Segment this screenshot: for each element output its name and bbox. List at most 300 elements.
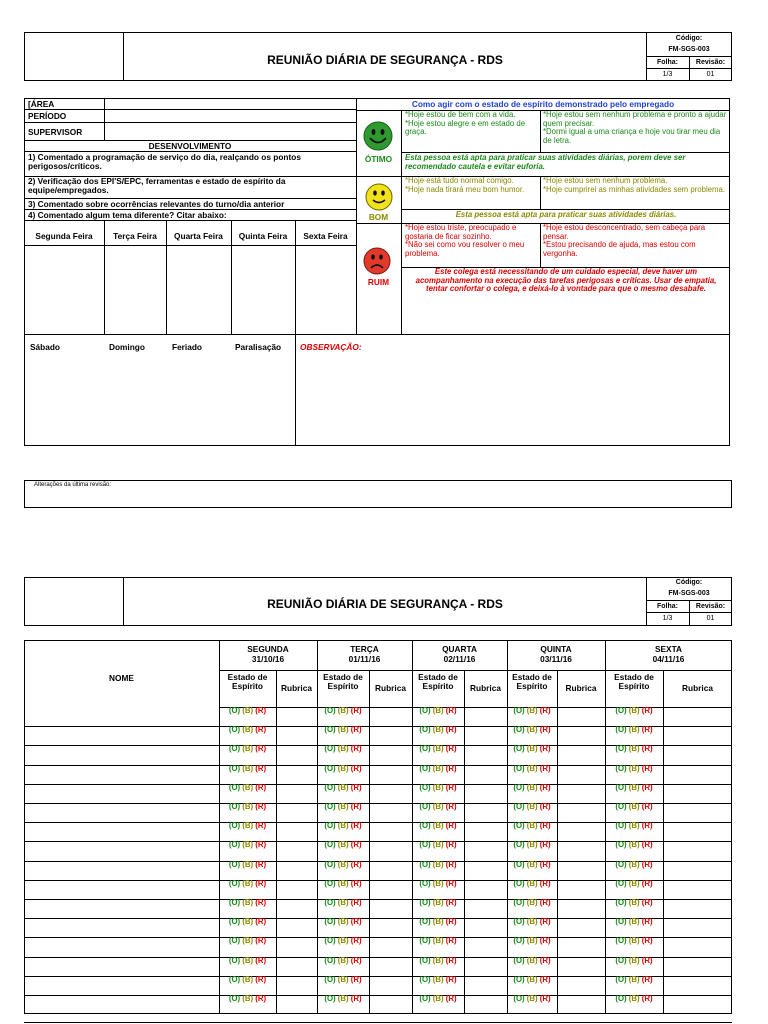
name-cell[interactable] [25,862,218,879]
mood-option-bom[interactable]: (B) [628,725,640,735]
mood-option-bom[interactable]: (B) [242,725,254,735]
mood-option-bom[interactable]: (B) [242,974,254,984]
rubrica-cell[interactable] [370,746,411,763]
rubrica-cell[interactable] [277,842,316,859]
mood-option-ruim[interactable]: (R) [255,878,267,888]
mood-option-ruim[interactable]: (R) [445,821,457,831]
rubrica-cell[interactable] [277,996,316,1013]
mood-option-otimo[interactable]: (O) [228,782,241,792]
mood-option-otimo[interactable]: (O) [513,840,525,850]
mood-option-bom[interactable]: (B) [628,936,640,946]
mood-option-bom[interactable]: (B) [628,974,640,984]
mood-option-bom[interactable]: (B) [628,955,640,965]
name-cell[interactable] [25,919,218,936]
rubrica-cell[interactable] [558,881,604,898]
mood-option-ruim[interactable]: (R) [350,706,362,715]
mood-option-otimo[interactable]: (O) [228,802,241,811]
mood-option-otimo[interactable]: (O) [513,955,525,965]
mood-option-ruim[interactable]: (R) [445,706,457,715]
mood-option-otimo[interactable]: (O) [228,725,241,735]
mood-option-bom[interactable]: (B) [337,878,349,888]
mood-option-bom[interactable]: (B) [242,936,254,946]
mood-option-ruim[interactable]: (R) [445,898,457,907]
mood-option-ruim[interactable]: (R) [445,725,457,735]
mood-option-otimo[interactable]: (O) [419,782,431,792]
mood-option-ruim[interactable]: (R) [539,744,551,754]
mood-option-otimo[interactable]: (O) [324,782,336,792]
rubrica-cell[interactable] [277,881,316,898]
rubrica-cell[interactable] [370,919,411,936]
mood-option-otimo[interactable]: (O) [324,917,336,927]
mood-option-bom[interactable]: (B) [242,955,254,965]
rubrica-cell[interactable] [277,727,316,744]
mood-option-ruim[interactable]: (R) [445,936,457,946]
rubrica-cell[interactable] [664,766,731,783]
mood-option-bom[interactable]: (B) [337,763,349,773]
mood-option-bom[interactable]: (B) [526,744,538,754]
mood-option-bom[interactable]: (B) [432,859,444,869]
mood-option-ruim[interactable]: (R) [641,840,653,850]
mood-option-otimo[interactable]: (O) [615,955,627,965]
rubrica-cell[interactable] [370,766,411,783]
mood-option-ruim[interactable]: (R) [255,763,267,773]
mood-option-bom[interactable]: (B) [242,878,254,888]
mood-option-ruim[interactable]: (R) [539,782,551,792]
mood-option-ruim[interactable]: (R) [641,802,653,811]
mood-option-bom[interactable]: (B) [526,898,538,907]
mood-option-otimo[interactable]: (O) [228,878,241,888]
rubrica-cell[interactable] [277,919,316,936]
rubrica-cell[interactable] [465,977,506,994]
rubrica-cell[interactable] [558,766,604,783]
mood-option-bom[interactable]: (B) [432,917,444,927]
mood-option-otimo[interactable]: (O) [513,994,525,1003]
mood-option-bom[interactable]: (B) [526,974,538,984]
name-cell[interactable] [25,996,218,1013]
rubrica-cell[interactable] [465,958,506,975]
mood-option-otimo[interactable]: (O) [513,974,525,984]
mood-option-bom[interactable]: (B) [526,802,538,811]
mood-option-bom[interactable]: (B) [628,840,640,850]
mood-option-bom[interactable]: (B) [242,840,254,850]
mood-option-ruim[interactable]: (R) [255,936,267,946]
mood-option-bom[interactable]: (B) [337,840,349,850]
mood-option-ruim[interactable]: (R) [350,744,362,754]
rubrica-cell[interactable] [664,938,731,955]
mood-option-ruim[interactable]: (R) [539,859,551,869]
mood-option-ruim[interactable]: (R) [539,994,551,1003]
rubrica-cell[interactable] [664,996,731,1013]
mood-option-bom[interactable]: (B) [432,994,444,1003]
mood-option-otimo[interactable]: (O) [513,917,525,927]
mood-option-ruim[interactable]: (R) [641,878,653,888]
area-field[interactable] [105,99,355,109]
mood-option-bom[interactable]: (B) [628,917,640,927]
mood-option-ruim[interactable]: (R) [255,974,267,984]
name-cell[interactable] [25,900,218,917]
mood-option-ruim[interactable]: (R) [539,725,551,735]
name-cell[interactable] [25,958,218,975]
mood-option-ruim[interactable]: (R) [641,821,653,831]
mood-option-bom[interactable]: (B) [526,840,538,850]
mood-option-ruim[interactable]: (R) [641,898,653,907]
mood-option-ruim[interactable]: (R) [350,917,362,927]
mood-option-otimo[interactable]: (O) [513,936,525,946]
mood-option-ruim[interactable]: (R) [539,917,551,927]
rubrica-cell[interactable] [465,766,506,783]
rubrica-cell[interactable] [370,823,411,840]
mood-option-bom[interactable]: (B) [242,763,254,773]
mood-option-ruim[interactable]: (R) [255,955,267,965]
mood-option-bom[interactable]: (B) [337,821,349,831]
rubrica-cell[interactable] [558,862,604,879]
mood-option-otimo[interactable]: (O) [228,936,241,946]
rubrica-cell[interactable] [465,842,506,859]
rubrica-cell[interactable] [277,900,316,917]
mood-option-bom[interactable]: (B) [242,782,254,792]
name-cell[interactable] [25,938,218,955]
mood-option-ruim[interactable]: (R) [539,974,551,984]
mood-option-bom[interactable]: (B) [526,878,538,888]
mood-option-bom[interactable]: (B) [628,802,640,811]
rubrica-cell[interactable] [664,708,731,725]
mood-option-bom[interactable]: (B) [337,936,349,946]
mood-option-bom[interactable]: (B) [242,744,254,754]
mood-option-ruim[interactable]: (R) [641,974,653,984]
rubrica-cell[interactable] [277,804,316,821]
mood-option-otimo[interactable]: (O) [615,840,627,850]
mood-option-bom[interactable]: (B) [432,878,444,888]
mood-option-ruim[interactable]: (R) [255,744,267,754]
mood-option-bom[interactable]: (B) [337,782,349,792]
mood-option-ruim[interactable]: (R) [350,936,362,946]
mood-option-ruim[interactable]: (R) [255,802,267,811]
rubrica-cell[interactable] [664,842,731,859]
mood-option-ruim[interactable]: (R) [255,917,267,927]
mood-option-ruim[interactable]: (R) [350,802,362,811]
mood-option-otimo[interactable]: (O) [228,898,241,907]
rubrica-cell[interactable] [664,862,731,879]
mood-option-bom[interactable]: (B) [526,859,538,869]
rubrica-cell[interactable] [664,900,731,917]
mood-option-otimo[interactable]: (O) [324,744,336,754]
name-cell[interactable] [25,977,218,994]
mood-option-bom[interactable]: (B) [337,802,349,811]
mood-option-bom[interactable]: (B) [628,706,640,715]
rubrica-cell[interactable] [558,785,604,802]
mood-option-ruim[interactable]: (R) [539,821,551,831]
mood-option-otimo[interactable]: (O) [228,974,241,984]
mood-option-ruim[interactable]: (R) [350,898,362,907]
mood-option-bom[interactable]: (B) [526,782,538,792]
mood-option-ruim[interactable]: (R) [255,821,267,831]
mood-option-bom[interactable]: (B) [526,994,538,1003]
mood-option-ruim[interactable]: (R) [641,725,653,735]
rubrica-cell[interactable] [277,785,316,802]
mood-option-ruim[interactable]: (R) [539,878,551,888]
periodo-field[interactable] [105,110,355,122]
mood-option-bom[interactable]: (B) [337,994,349,1003]
mood-option-ruim[interactable]: (R) [445,744,457,754]
mood-option-otimo[interactable]: (O) [324,859,336,869]
mood-option-otimo[interactable]: (O) [228,821,241,831]
mood-option-bom[interactable]: (B) [526,763,538,773]
mood-option-bom[interactable]: (B) [526,706,538,715]
mood-option-ruim[interactable]: (R) [641,994,653,1003]
mood-option-otimo[interactable]: (O) [615,859,627,869]
rubrica-cell[interactable] [664,823,731,840]
rubrica-cell[interactable] [277,823,316,840]
mood-option-otimo[interactable]: (O) [513,763,525,773]
name-cell[interactable] [25,842,218,859]
mood-option-bom[interactable]: (B) [432,840,444,850]
rubrica-cell[interactable] [465,900,506,917]
mood-option-bom[interactable]: (B) [526,917,538,927]
mood-option-bom[interactable]: (B) [432,782,444,792]
mood-option-otimo[interactable]: (O) [615,936,627,946]
mood-option-bom[interactable]: (B) [242,859,254,869]
mood-option-otimo[interactable]: (O) [513,706,525,715]
mood-option-otimo[interactable]: (O) [228,840,241,850]
mood-option-bom[interactable]: (B) [432,898,444,907]
mood-option-ruim[interactable]: (R) [255,706,267,715]
mood-option-bom[interactable]: (B) [526,955,538,965]
mood-option-ruim[interactable]: (R) [539,936,551,946]
rubrica-cell[interactable] [664,727,731,744]
mood-option-bom[interactable]: (B) [337,744,349,754]
mood-option-ruim[interactable]: (R) [350,994,362,1003]
mood-option-bom[interactable]: (B) [526,725,538,735]
rubrica-cell[interactable] [465,746,506,763]
mood-option-otimo[interactable]: (O) [419,706,431,715]
mood-option-ruim[interactable]: (R) [445,994,457,1003]
mood-option-ruim[interactable]: (R) [641,763,653,773]
rubrica-cell[interactable] [465,727,506,744]
mood-option-ruim[interactable]: (R) [641,744,653,754]
mood-option-ruim[interactable]: (R) [445,859,457,869]
mood-option-bom[interactable]: (B) [432,821,444,831]
mood-option-otimo[interactable]: (O) [228,706,241,715]
mood-option-otimo[interactable]: (O) [419,898,431,907]
mood-option-bom[interactable]: (B) [628,859,640,869]
mood-option-ruim[interactable]: (R) [539,763,551,773]
rubrica-cell[interactable] [370,842,411,859]
rubrica-cell[interactable] [558,708,604,725]
rubrica-cell[interactable] [277,766,316,783]
mood-option-otimo[interactable]: (O) [419,917,431,927]
mood-option-otimo[interactable]: (O) [324,840,336,850]
mood-option-ruim[interactable]: (R) [445,782,457,792]
name-cell[interactable] [25,708,218,725]
mood-option-ruim[interactable]: (R) [539,706,551,715]
rubrica-cell[interactable] [277,938,316,955]
mood-option-otimo[interactable]: (O) [419,974,431,984]
mood-option-otimo[interactable]: (O) [419,763,431,773]
rubrica-cell[interactable] [558,938,604,955]
mood-option-ruim[interactable]: (R) [255,782,267,792]
rubrica-cell[interactable] [664,785,731,802]
supervisor-field[interactable] [105,123,355,140]
mood-option-bom[interactable]: (B) [242,802,254,811]
mood-option-otimo[interactable]: (O) [419,859,431,869]
rubrica-cell[interactable] [465,823,506,840]
mood-option-otimo[interactable]: (O) [615,821,627,831]
mood-option-bom[interactable]: (B) [337,974,349,984]
mood-option-ruim[interactable]: (R) [445,917,457,927]
mood-option-bom[interactable]: (B) [628,763,640,773]
rubrica-cell[interactable] [465,862,506,879]
rubrica-cell[interactable] [370,862,411,879]
rubrica-cell[interactable] [558,746,604,763]
rubrica-cell[interactable] [370,727,411,744]
mood-option-ruim[interactable]: (R) [350,859,362,869]
mood-option-otimo[interactable]: (O) [324,936,336,946]
mood-option-otimo[interactable]: (O) [228,859,241,869]
mood-option-otimo[interactable]: (O) [419,725,431,735]
rubrica-cell[interactable] [277,746,316,763]
mood-option-otimo[interactable]: (O) [228,994,241,1003]
mood-option-ruim[interactable]: (R) [445,878,457,888]
mood-option-otimo[interactable]: (O) [324,878,336,888]
mood-option-ruim[interactable]: (R) [641,955,653,965]
mood-option-otimo[interactable]: (O) [324,974,336,984]
rubrica-cell[interactable] [277,977,316,994]
mood-option-otimo[interactable]: (O) [615,917,627,927]
rubrica-cell[interactable] [558,996,604,1013]
mood-option-bom[interactable]: (B) [432,725,444,735]
rubrica-cell[interactable] [664,881,731,898]
rubrica-cell[interactable] [558,900,604,917]
mood-option-otimo[interactable]: (O) [615,763,627,773]
mood-option-ruim[interactable]: (R) [255,840,267,850]
mood-option-otimo[interactable]: (O) [615,802,627,811]
mood-option-ruim[interactable]: (R) [539,955,551,965]
mood-option-bom[interactable]: (B) [432,955,444,965]
rubrica-cell[interactable] [370,996,411,1013]
mood-option-otimo[interactable]: (O) [228,744,241,754]
mood-option-otimo[interactable]: (O) [419,802,431,811]
name-cell[interactable] [25,766,218,783]
rubrica-cell[interactable] [664,919,731,936]
rubrica-cell[interactable] [558,823,604,840]
name-cell[interactable] [25,746,218,763]
mood-option-ruim[interactable]: (R) [350,821,362,831]
mood-option-bom[interactable]: (B) [337,955,349,965]
name-cell[interactable] [25,727,218,744]
rubrica-cell[interactable] [465,785,506,802]
rubrica-cell[interactable] [465,919,506,936]
mood-option-ruim[interactable]: (R) [350,763,362,773]
mood-option-otimo[interactable]: (O) [324,802,336,811]
mood-option-ruim[interactable]: (R) [445,802,457,811]
mood-option-bom[interactable]: (B) [628,821,640,831]
mood-option-otimo[interactable]: (O) [615,994,627,1003]
mood-option-bom[interactable]: (B) [628,898,640,907]
mood-option-otimo[interactable]: (O) [513,859,525,869]
mood-option-otimo[interactable]: (O) [615,725,627,735]
mood-option-otimo[interactable]: (O) [513,725,525,735]
rubrica-cell[interactable] [370,958,411,975]
rubrica-cell[interactable] [465,708,506,725]
mood-option-otimo[interactable]: (O) [615,744,627,754]
mood-option-ruim[interactable]: (R) [350,974,362,984]
mood-option-otimo[interactable]: (O) [324,763,336,773]
mood-option-otimo[interactable]: (O) [513,782,525,792]
mood-option-bom[interactable]: (B) [432,763,444,773]
mood-option-ruim[interactable]: (R) [445,840,457,850]
mood-option-ruim[interactable]: (R) [255,994,267,1003]
mood-option-ruim[interactable]: (R) [350,725,362,735]
mood-option-ruim[interactable]: (R) [641,706,653,715]
mood-option-ruim[interactable]: (R) [641,859,653,869]
rubrica-cell[interactable] [465,804,506,821]
rubrica-cell[interactable] [664,977,731,994]
mood-option-otimo[interactable]: (O) [615,782,627,792]
rubrica-cell[interactable] [370,977,411,994]
mood-option-bom[interactable]: (B) [628,782,640,792]
mood-option-otimo[interactable]: (O) [419,744,431,754]
rubrica-cell[interactable] [465,996,506,1013]
mood-option-otimo[interactable]: (O) [228,955,241,965]
mood-option-bom[interactable]: (B) [432,974,444,984]
mood-option-otimo[interactable]: (O) [513,744,525,754]
mood-option-ruim[interactable]: (R) [350,782,362,792]
mood-option-bom[interactable]: (B) [526,936,538,946]
mood-option-bom[interactable]: (B) [337,725,349,735]
mood-option-otimo[interactable]: (O) [324,898,336,907]
mood-option-ruim[interactable]: (R) [539,898,551,907]
name-cell[interactable] [25,823,218,840]
mood-option-bom[interactable]: (B) [337,706,349,715]
mood-option-bom[interactable]: (B) [242,898,254,907]
rubrica-cell[interactable] [370,900,411,917]
mood-option-ruim[interactable]: (R) [539,840,551,850]
mood-option-ruim[interactable]: (R) [255,725,267,735]
mood-option-bom[interactable]: (B) [526,821,538,831]
rubrica-cell[interactable] [664,746,731,763]
rubrica-cell[interactable] [558,727,604,744]
mood-option-ruim[interactable]: (R) [445,974,457,984]
mood-option-otimo[interactable]: (O) [324,994,336,1003]
mood-option-ruim[interactable]: (R) [445,763,457,773]
rubrica-cell[interactable] [558,804,604,821]
mood-option-ruim[interactable]: (R) [350,878,362,888]
mood-option-ruim[interactable]: (R) [255,859,267,869]
name-cell[interactable] [25,881,218,898]
mood-option-bom[interactable]: (B) [337,898,349,907]
mood-option-otimo[interactable]: (O) [615,898,627,907]
rubrica-cell[interactable] [370,804,411,821]
rubrica-cell[interactable] [558,919,604,936]
mood-option-bom[interactable]: (B) [242,706,254,715]
mood-option-bom[interactable]: (B) [628,744,640,754]
mood-option-bom[interactable]: (B) [432,744,444,754]
mood-option-bom[interactable]: (B) [337,917,349,927]
mood-option-otimo[interactable]: (O) [324,706,336,715]
mood-option-ruim[interactable]: (R) [641,917,653,927]
mood-option-bom[interactable]: (B) [628,994,640,1003]
mood-option-bom[interactable]: (B) [242,821,254,831]
rubrica-cell[interactable] [277,958,316,975]
mood-option-otimo[interactable]: (O) [324,725,336,735]
mood-option-otimo[interactable]: (O) [419,955,431,965]
mood-option-ruim[interactable]: (R) [445,955,457,965]
mood-option-otimo[interactable]: (O) [419,878,431,888]
rubrica-cell[interactable] [370,785,411,802]
mood-option-bom[interactable]: (B) [242,917,254,927]
mood-option-otimo[interactable]: (O) [513,878,525,888]
mood-option-otimo[interactable]: (O) [419,840,431,850]
